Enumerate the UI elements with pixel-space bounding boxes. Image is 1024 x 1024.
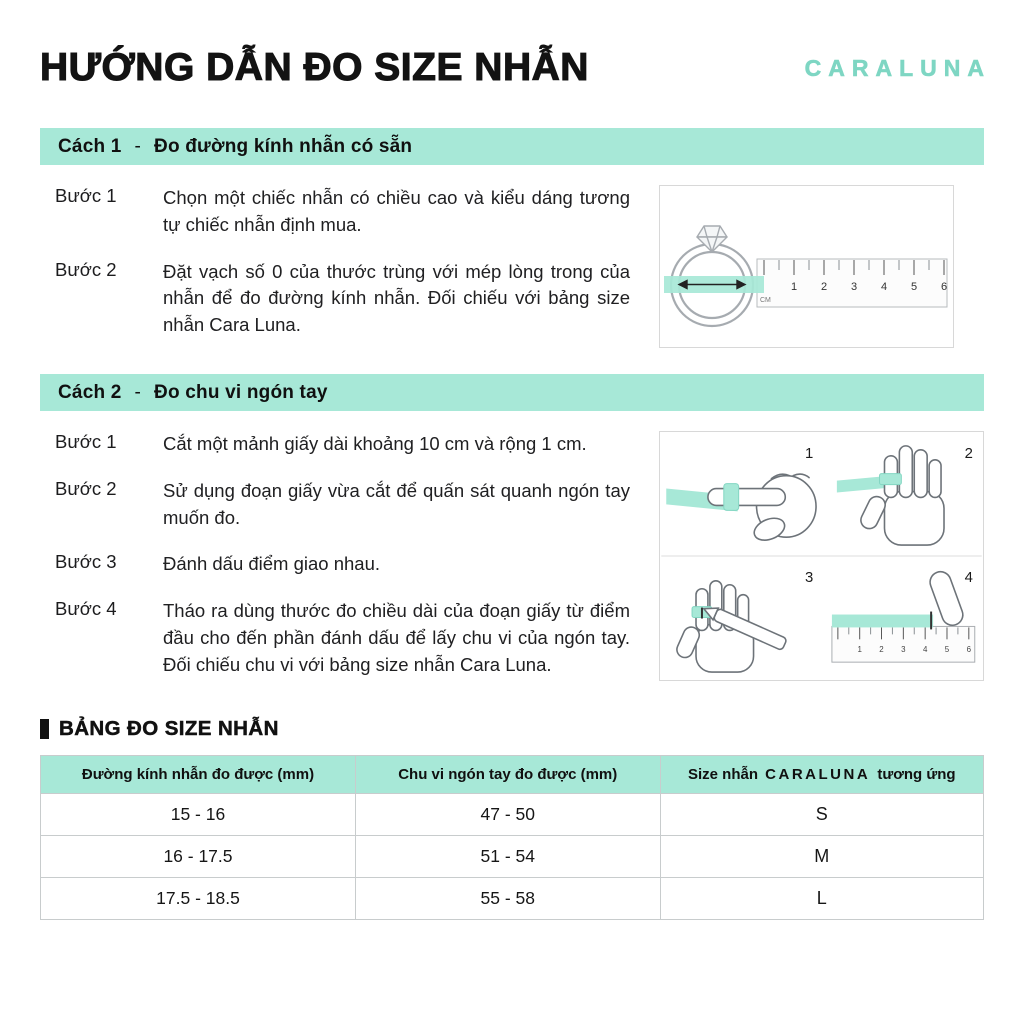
panel-3-mark-overlap (674, 581, 787, 672)
method-2-banner (40, 374, 984, 411)
step-label: Bước 2 (55, 258, 117, 280)
mini-ruler-number: 3 (901, 645, 906, 655)
ring-ruler-drawing (660, 186, 953, 347)
masthead (40, 46, 991, 90)
size-table-row (41, 878, 984, 920)
step-row (55, 259, 630, 339)
brand-logo: CARALUNA (804, 54, 991, 81)
col-header-circumference: Chu vi ngón tay đo được (mm) (355, 756, 660, 794)
ruler-number: 5 (910, 281, 918, 293)
mini-ruler-number: 5 (944, 645, 950, 655)
circumference-cell: 51 - 54 (355, 836, 660, 878)
size-cell: M (660, 836, 983, 878)
step-text: Chọn một chiếc nhẫn có chiều cao và kiểu dáng tương tự chiếc nhẫn định mua. (163, 187, 630, 235)
size-table-title: BẢNG ĐO SIZE NHẪN (59, 717, 279, 740)
diameter-cell: 17.5 - 18.5 (41, 878, 356, 920)
method-1-body (40, 165, 984, 354)
finger-measure-drawing (660, 432, 983, 680)
mini-ruler-number: 4 (922, 645, 928, 655)
ruler-number: 2 (820, 281, 828, 293)
size-cell: L (660, 878, 983, 920)
diameter-cell: 15 - 16 (41, 794, 356, 836)
figure-number-1: 1 (804, 445, 814, 462)
method-1-section (40, 128, 984, 354)
method-1-label: Cách 1 (58, 135, 122, 157)
diameter-cell: 16 - 17.5 (41, 836, 356, 878)
step-label: Bước 1 (55, 431, 117, 452)
finger-measure-figure (659, 431, 984, 681)
title-bar-icon (40, 719, 49, 739)
panel-4-measure-strip (832, 569, 975, 662)
method-2-steps (55, 431, 630, 679)
method-2-title: Đo chu vi ngón tay (154, 381, 328, 403)
mini-ruler-number: 2 (879, 645, 884, 655)
step-text: Đặt vạch số 0 của thước trùng với mép lòng trong của nhẫn để đo đường kính nhẫn. Đối chiếu với bảng size nhẫn Cara Luna. (163, 260, 630, 336)
panel-1-strip-on-finger (666, 474, 816, 544)
method-2-body (40, 411, 984, 687)
step-row (55, 431, 630, 458)
size-table (40, 755, 984, 920)
circumference-cell: 47 - 50 (355, 794, 660, 836)
step-label: Bước 3 (55, 551, 117, 573)
size-table-row (41, 794, 984, 836)
ruler-number: 1 (790, 281, 798, 293)
size-header-brand: CARALUNA (765, 766, 871, 783)
ruler-illustration (757, 259, 947, 307)
size-table-header-row (41, 756, 984, 794)
panel-2-wrap-finger (837, 446, 944, 545)
step-row (55, 551, 630, 578)
step-row (55, 598, 630, 678)
banner-dash: - (134, 381, 142, 403)
ruler-number: 3 (850, 281, 858, 293)
method-1-steps (55, 185, 630, 339)
size-cell: S (660, 794, 983, 836)
mini-ruler-number: 6 (966, 645, 972, 655)
step-text: Tháo ra dùng thước đo chiều dài của đoạn giấy từ điểm đầu cho đến phần đánh dấu để lấy chu vi của ngón tay. Đối chiếu chu vi với bảng size nhẫn Cara Luna. (163, 600, 630, 675)
figure-number-3: 3 (804, 569, 814, 586)
method-2-label: Cách 2 (58, 381, 122, 403)
step-label: Bước 4 (55, 598, 117, 620)
step-text: Sử dụng đoạn giấy vừa cắt để quấn sát quanh ngón tay muốn đo. (163, 479, 630, 528)
step-text: Cắt một mảnh giấy dài khoảng 10 cm và rộng 1 cm. (163, 433, 587, 454)
step-label: Bước 2 (55, 477, 117, 499)
col-header-size (660, 756, 983, 794)
circumference-cell: 55 - 58 (355, 878, 660, 920)
step-label: Bước 1 (55, 185, 117, 206)
size-table-row (41, 836, 984, 878)
banner-dash: - (134, 135, 142, 157)
size-header-prefix: Size nhẫn (687, 766, 758, 783)
figure-number-4: 4 (964, 569, 973, 586)
size-table-title-row (40, 717, 984, 741)
figure-number-2: 2 (964, 445, 973, 462)
method-1-title: Đo đường kính nhẫn có sẵn (154, 135, 413, 157)
mini-ruler-number: 1 (857, 645, 862, 655)
page-title: HƯỚNG DẪN ĐO SIZE NHẪN (40, 46, 589, 89)
col-header-diameter: Đường kính nhẫn đo được (mm) (41, 756, 356, 794)
step-row (55, 478, 630, 532)
ruler-number: 4 (880, 281, 888, 293)
ruler-number: 6 (940, 281, 948, 293)
method-2-section (40, 374, 984, 687)
method-1-banner (40, 128, 984, 165)
step-row (55, 185, 630, 239)
diamond-icon (697, 226, 727, 252)
size-table-section (40, 717, 984, 920)
ruler-unit-label: CM (760, 297, 771, 304)
size-header-suffix: tương ứng (877, 766, 956, 783)
step-text: Đánh dấu điểm giao nhau. (163, 553, 381, 575)
ring-ruler-figure (659, 185, 954, 348)
